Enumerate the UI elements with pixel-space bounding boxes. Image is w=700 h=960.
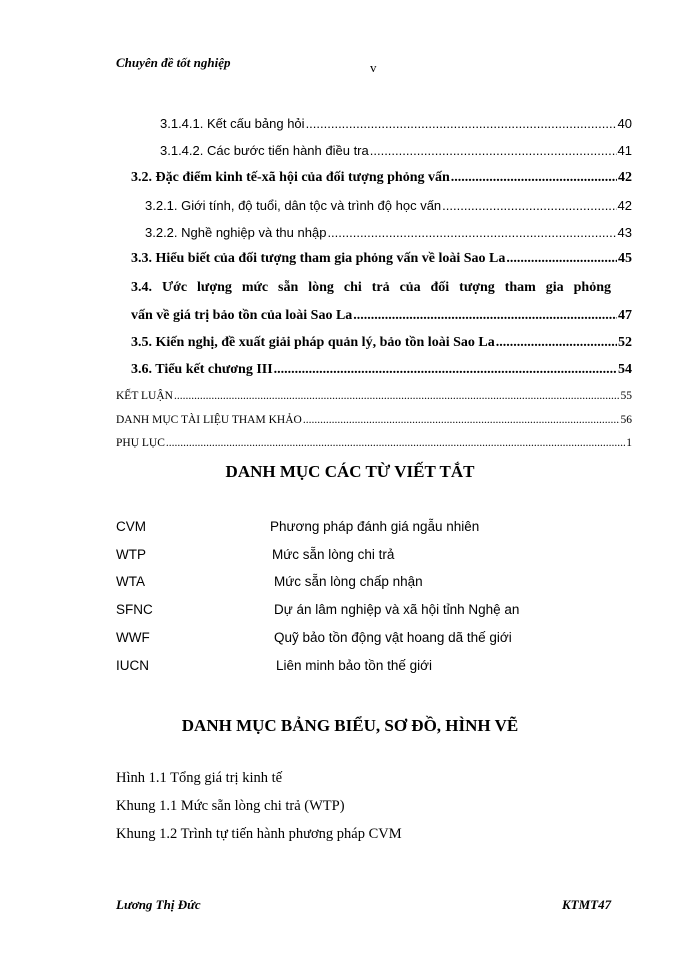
toc-entry-title: DANH MỤC TÀI LIỆU THAM KHẢO: [116, 414, 302, 426]
toc-entry-page: 41: [617, 143, 632, 158]
toc-entry-page: 55: [620, 390, 632, 402]
abbr-code: WTP: [116, 547, 146, 562]
toc-entry-page: 1: [626, 437, 632, 449]
toc-entry-ket-luan[interactable]: [116, 390, 632, 402]
abbreviations-heading: DANH MỤC CÁC TỪ VIẾT TẮT: [225, 462, 475, 481]
document-title: Chuyên đề tốt nghiệp: [116, 55, 231, 70]
toc-entry-title: 3.2.2. Nghề nghiệp và thu nhập: [145, 225, 327, 240]
toc-entry-tai-lieu[interactable]: [116, 414, 632, 426]
footer-author: Lương Thị Đức: [116, 897, 201, 912]
toc-entry-title: KẾT LUẬN: [116, 390, 173, 402]
toc-entry-3-5[interactable]: [131, 335, 632, 351]
toc-entry-page: 42: [618, 170, 632, 185]
abbr-code: SFNC: [116, 602, 153, 617]
toc-entry-page: 56: [620, 414, 632, 426]
figure-item: Hình 1.1 Tổng giá trị kinh tế: [116, 770, 283, 786]
toc-entry-page: 54: [618, 362, 632, 377]
toc-entry-3-4[interactable]: [131, 308, 632, 324]
toc-entry-3-6[interactable]: [131, 362, 632, 378]
toc-entry-page: 47: [618, 308, 632, 323]
abbr-meaning: Dự án lâm nghiệp và xã hội tỉnh Nghệ an: [274, 602, 520, 617]
abbr-meaning: Mức sẵn lòng chấp nhận: [274, 574, 423, 589]
toc-entry-3-2-2[interactable]: [145, 225, 632, 240]
toc-entry-title: vấn về giá trị bảo tồn của loài Sao La: [131, 308, 353, 323]
toc-entry-title: PHỤ LỤC: [116, 437, 165, 449]
toc-entry-page: 45: [618, 251, 632, 266]
toc-entry-3-3[interactable]: [131, 251, 632, 267]
toc-entry-title: 3.1.4.2. Các bước tiến hành điều tra: [160, 143, 369, 158]
abbr-meaning: Liên minh bảo tồn thế giới: [276, 658, 432, 673]
abbr-meaning: Phương pháp đánh giá ngẫu nhiên: [270, 519, 480, 534]
toc-entry-3-1-4-1[interactable]: [160, 116, 632, 131]
abbr-meaning: Quỹ bảo tồn động vật hoang dã thế giới: [274, 630, 512, 645]
toc-entry-title: 3.1.4.1. Kết cấu bảng hỏi: [160, 116, 305, 131]
toc-entry-title: 3.6. Tiểu kết chương III: [131, 362, 273, 377]
toc-entry-title: 3.5. Kiến nghị, đề xuất giải pháp quản lý, bảo tồn loài Sao La: [131, 335, 495, 350]
toc-entry-page: 52: [618, 335, 632, 350]
toc-entry-3-2-1[interactable]: [145, 198, 632, 213]
toc-entry-3-2[interactable]: [131, 170, 632, 186]
toc-entry-page: 42: [617, 198, 632, 213]
abbr-code: CVM: [116, 519, 146, 534]
abbr-code: WWF: [116, 630, 150, 645]
toc-entry-3-4-line1[interactable]: 3.4. Ước lượng mức sẵn lòng chi trả của đối tượng tham gia phỏng: [131, 280, 611, 295]
abbr-meaning: Mức sẵn lòng chi trả: [272, 547, 395, 562]
toc-entry-page: 43: [617, 225, 632, 240]
toc-entry-title: 3.2. Đặc điểm kinh tế-xã hội của đối tượng phỏng vấn: [131, 170, 450, 185]
toc-entry-3-1-4-2[interactable]: [160, 143, 632, 158]
toc-entry-title: 3.3. Hiểu biết của đối tượng tham gia phỏng vấn về loài Sao La: [131, 251, 506, 266]
toc-entry-phu-luc[interactable]: [116, 437, 632, 449]
page-number: v: [370, 60, 377, 75]
abbr-code: WTA: [116, 574, 145, 589]
figure-item: Khung 1.1 Mức sẵn lòng chi trả (WTP): [116, 798, 345, 814]
figure-item: Khung 1.2 Trình tự tiến hành phương pháp CVM: [116, 826, 402, 842]
abbr-code: IUCN: [116, 658, 149, 673]
figures-heading: DANH MỤC BẢNG BIỂU, SƠ ĐỒ, HÌNH VẼ: [181, 716, 519, 735]
toc-entry-title: 3.2.1. Giới tính, độ tuổi, dân tộc và trình độ học vấn: [145, 198, 442, 213]
footer-class: KTMT47: [562, 897, 612, 912]
toc-entry-page: 40: [617, 116, 632, 131]
